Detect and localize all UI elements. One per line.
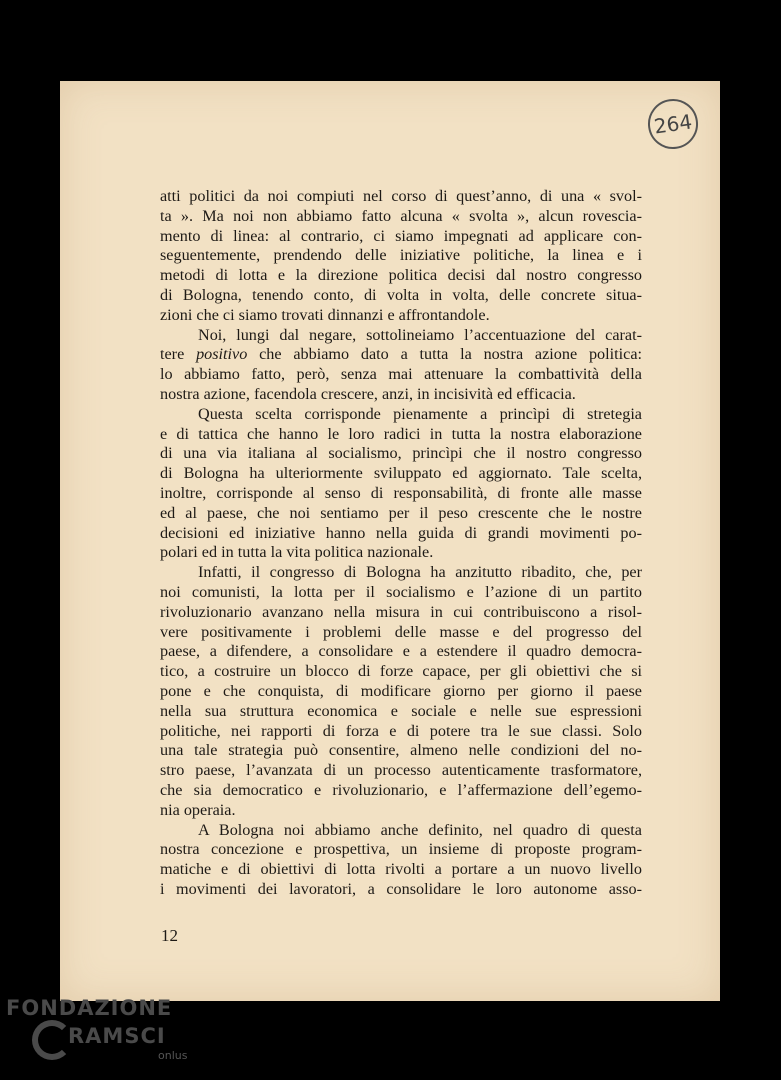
text-line: rivoluzionario avanzano nella misura in cui contribuiscono a risol- [160, 602, 642, 621]
text-line: atti politici da noi compiuti nel corso di quest’anno, di una « svol- [160, 187, 642, 205]
text-line: nia operaia. [160, 800, 236, 819]
text-line: e di tattica che hanno le loro radici in tutta la nostra elaborazione [160, 424, 642, 443]
logo-line-2: RAMSCI [68, 1024, 166, 1048]
text-line: Noi, lungi dal negare, sottolineiamo l’accentuazione del carat- [198, 325, 642, 344]
text-line: seguentemente, prendendo delle iniziative politiche, la linea e i [160, 246, 642, 265]
text-line: i movimenti dei lavoratori, a consolidare le loro autonome asso- [160, 879, 642, 898]
text-line: di una via italiana al socialismo, princìpi che il nostro congresso [160, 444, 642, 463]
logo-suffix: onlus [158, 1049, 188, 1062]
text-line: di Bologna, tenendo conto, di volta in volta, delle concrete situa- [160, 285, 642, 304]
text-line: una tale strategia può consentire, almeno nelle condizioni del no- [160, 741, 642, 760]
text-line: nostra concezione e prospettiva, un insieme di proposte program- [160, 840, 642, 859]
text-line: di Bologna ha ulteriormente sviluppato ed aggiornato. Tale scelta, [160, 464, 642, 483]
page-number: 12 [161, 926, 178, 945]
text-line: metodi di lotta e la direzione politica decisi dal nostro congresso [160, 266, 642, 285]
text-line: tico, a costruire un blocco di forze capace, per gli obiettivi che si [160, 662, 642, 681]
text-line: inoltre, corrisponde al senso di responsabilità, di fronte alle masse [160, 483, 642, 502]
text-line: Infatti, il congresso di Bologna ha anzitutto ribadito, che, per [198, 563, 642, 582]
text-line: noi comunisti, la lotta per il socialismo e l’azione di un partito [160, 582, 642, 601]
text-line: matiche e di obiettivi di lotta rivolti a portare a un nuovo livello [160, 860, 642, 879]
text-line: nella sua struttura economica e sociale e nelle sue espressioni [160, 701, 642, 720]
text-line: decisioni ed iniziative hanno nella guida di grandi movimenti po- [160, 523, 642, 542]
text-line: mento di linea: al contrario, ci siamo impegnati ad applicare con- [160, 226, 642, 245]
text-line: ed al paese, che noi sentiamo per il peso crescente che le nostre [160, 503, 642, 522]
text-line: nostra azione, facendola crescere, anzi, in incisività ed efficacia. [160, 384, 576, 403]
text-line: lo abbiamo fatto, però, senza mai attenuare la combattività della [160, 365, 642, 384]
fondazione-gramsci-logo [6, 996, 206, 1076]
text-line: stro paese, l’avanzata di un processo autenticamente trasformatore, [160, 761, 642, 780]
text-line: politiche, nei rapporti di forza e di potere tra le sue classi. Solo [160, 721, 642, 740]
archive-number-stamp: 264 [645, 96, 701, 152]
text-line: paese, a difendere, a consolidare e a estendere il quadro democra- [160, 642, 642, 661]
text-line: ta ». Ma noi non abbiamo fatto alcuna « svolta », alcun rovescia- [160, 206, 642, 225]
text-line: tere positivo che abbiamo dato a tutta la nostra azione politica: [160, 345, 642, 364]
text-line: A Bologna noi abbiamo anche definito, nel quadro di questa [198, 820, 642, 839]
document-page [60, 81, 720, 1001]
text-line: zioni che ci siamo trovati dinnanzi e affrontandole. [160, 305, 490, 324]
text-line: che sia democratico e rivoluzionario, e l’affermazione dell’egemo- [160, 780, 642, 799]
logo-line-1: FONDAZIONE [6, 996, 173, 1020]
body-text [160, 187, 642, 900]
text-line: vere positivamente i problemi delle masse e del progresso del [160, 622, 642, 641]
text-line: pone e che conquista, di modificare giorno per giorno il paese [160, 681, 642, 700]
text-line: polari ed in tutta la vita politica nazionale. [160, 543, 434, 562]
logo-g-icon [32, 1020, 72, 1060]
text-line: Questa scelta corrisponde pienamente a princìpi di stretegia [198, 404, 642, 423]
